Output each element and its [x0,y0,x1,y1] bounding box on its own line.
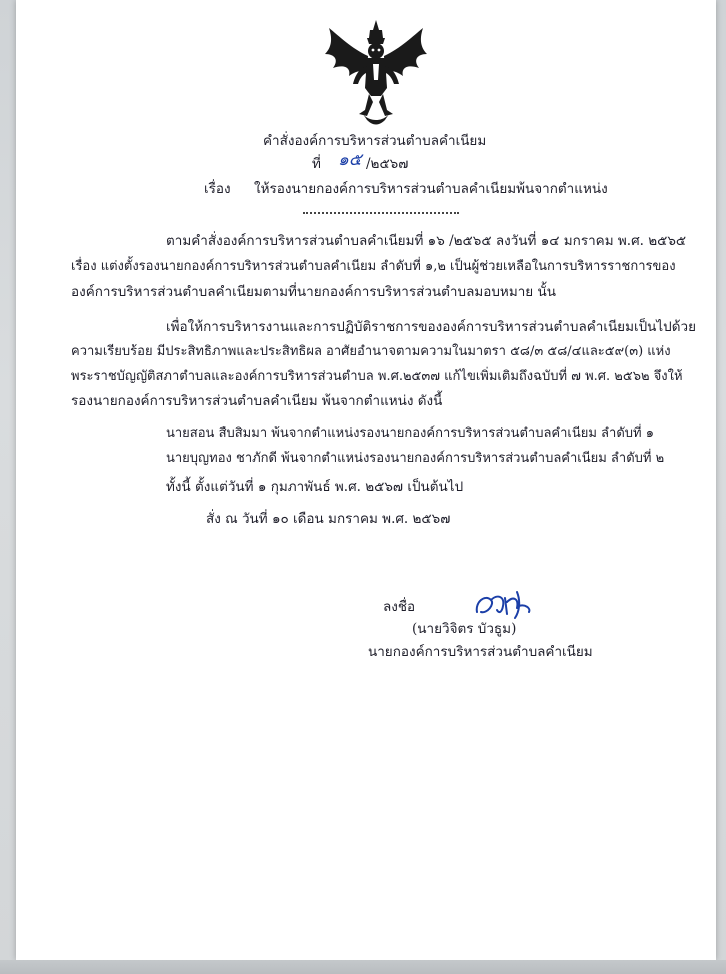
handwritten-signature [471,588,541,624]
order-title: คำสั่งองค์การบริหารส่วนตำบลคำเนียม [263,133,487,149]
paragraph-1-line-1: ตามคำสั่งองค์การบริหารส่วนตำบลคำเนียมที่ ๑๖ /๒๕๖๕ ลงวันที่ ๑๔ มกราคม พ.ศ. ๒๕๖๕ [166,233,687,249]
garuda-emblem [321,18,431,128]
header-divider [303,212,459,214]
subject-text: ให้รองนายกองค์การบริหารส่วนตำบลคำเนียมพ้นจากตำแหน่ง [254,181,608,197]
person-1-line: นายสอน สืบสิมมา พ้นจากตำแหน่งรองนายกองค์การบริหารส่วนตำบลคำเนียม ลำดับที่ ๑ [166,426,654,441]
order-number-handwritten: ๑๕ [338,150,362,170]
paragraph-2-line-2: ความเรียบร้อย มีประสิทธิภาพและประสิทธิผล อาศัยอำนาจตามความในมาตรา ๕๘/๓ ๕๘/๔และ๕๙(๓) แห่ง [71,344,671,359]
paragraph-1-line-3: องค์การบริหารส่วนตำบลคำเนียมตามที่นายกองค์การบริหารส่วนตำบลมอบหมาย นั้น [71,284,556,300]
subject-label: เรื่อง [204,181,231,197]
ordered-date-line: สั่ง ณ วันที่ ๑๐ เดือน มกราคม พ.ศ. ๒๕๖๗ [206,511,451,527]
paragraph-2-line-4: รองนายกองค์การบริหารส่วนตำบลคำเนียม พ้นจากตำแหน่ง ดังนี้ [71,393,443,409]
paragraph-2-line-1: เพื่อให้การบริหารงานและการปฏิบัติราชการขององค์การบริหารส่วนตำบลคำเนียมเป็นไปด้วย [166,319,697,335]
signer-position: นายกองค์การบริหารส่วนตำบลคำเนียม [368,644,593,660]
sign-label: ลงชื่อ [383,599,416,615]
order-number-label: ที่ [312,156,321,172]
paragraph-1-line-2: เรื่อง แต่งตั้งรองนายกองค์การบริหารส่วนตำบลคำเนียม ลำดับที่ ๑,๒ เป็นผู้ช่วยเหลือในการบริหารราชการของ [71,259,676,274]
paragraph-2-line-3: พระราชบัญญัติสภาตำบลและองค์การบริหารส่วนตำบล พ.ศ.๒๕๓๗ แก้ไขเพิ่มเติมถึงฉบับที่ ๗ พ.ศ. ๒๕๖๒ จึงให้ [71,369,683,384]
effective-date-line: ทั้งนี้ ตั้งแต่วันที่ ๑ กุมภาพันธ์ พ.ศ. ๒๕๖๗ เป็นต้นไป [166,479,464,495]
signer-name: (นายวิจิตร บัวธูม) [412,621,517,637]
person-2-line: นายบุญทอง ชาภักดี พ้นจากตำแหน่งรองนายกองค์การบริหารส่วนตำบลคำเนียม ลำดับที่ ๒ [166,451,665,466]
document-page [16,0,716,960]
order-number-year: /๒๕๖๗ [366,156,409,172]
page-bottom-edge [0,960,726,974]
